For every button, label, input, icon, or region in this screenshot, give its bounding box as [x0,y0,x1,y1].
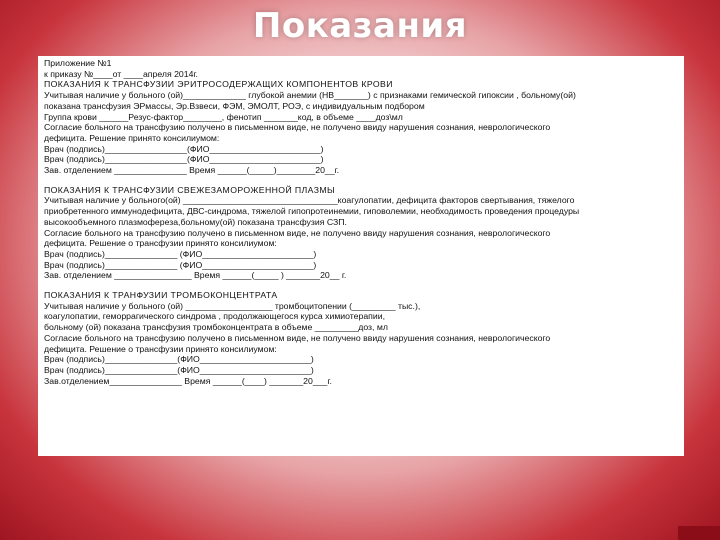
signature-line: Врач (подпись)_______________ (ФИО_______________________) [44,248,317,259]
signature-line: Врач (подпись)_______________(ФИО_______________________) [44,364,314,375]
section-line: Группа крови ______Резус-фактор________, фенотип _______код, в объеме ____доз\мл [44,111,403,122]
order-reference-line: к приказу №____от ____апреля 2014г. [44,68,198,79]
section-line: Согласие больного на трансфузию получено в письменном виде, не получено ввиду нарушения сознания, неврологического [44,227,551,238]
appendix-line: Приложение №1 [44,58,112,68]
head-of-department-line: Зав. отделением ________________ Время ______(_____ ) _______20__ г. [44,270,347,281]
section-heading-plasma: ПОКАЗАНИЯ К ТРАНСФУЗИИ СВЕЖЕЗАМОРОЖЕННОЙ ПЛАЗМЫ [44,184,336,195]
section-spacer [44,176,678,185]
signature-line: Врач (подпись)_________________(ФИО_______________________) [44,154,324,165]
section-line: больному (ой) показана трансфузия тромбоконцентрата в объеме _________доз, мл [44,322,388,333]
document-page [38,56,684,456]
section-line: высокообъемного плазмофереза,больному(ой) показана трансфузия СЗП. [44,216,347,227]
section-heading-erythrocytes: ПОКАЗАНИЯ К ТРАНСФУЗИИ ЭРИТРОСОДЕРЖАЩИХ КОМПОНЕНТОВ КРОВИ [44,79,393,90]
section-line: дефицита. Решение о трансфузии принято консилиумом: [44,343,277,354]
section-line: Учитывая наличие у больного (ой)_____________ глубокой анемии (НВ_______) с признаками гемической гипоксии , больному(ой) [44,90,576,101]
signature-line: Врач (подпись)_______________(ФИО_______________________) [44,354,314,365]
section-line: показана трансфузия ЭРмассы, Эр.Взвеси, ФЭМ, ЭМОЛТ, РОЭ, с индивидуальным подбором [44,100,425,111]
signature-line: Врач (подпись)_______________ (ФИО_______________________) [44,259,317,270]
section-line: Учитывая наличие у больного(ой) ________________________________коагулопатии, дефицита факторов свертывания, тяжелого [44,195,575,206]
section-line: Учитывая наличие у больного (ой) __________________ тромбоцитопении (_________ тыс.), [44,300,421,311]
slide-corner-decoration [678,526,720,540]
section-line: Согласие больного на трансфузию получено в письменном виде, не получено ввиду нарушения сознания, неврологического [44,332,551,343]
section-spacer [44,281,678,290]
section-line: дефицита. Решение о трансфузии принято консилиумом: [44,238,277,249]
section-line: приобретенного иммунодефицита, ДВС-синдрома, тяжелой гипопротеинемии, гиповолемии, необходимость проведения процедуры [44,206,580,217]
head-of-department-line: Зав. отделением _______________ Время ______(_____)________20__г. [44,165,340,176]
section-line: коагулопатии, геморрагического синдрома , продолжающегося курса химиотерапии, [44,311,385,322]
signature-line: Врач (подпись)_________________(ФИО_______________________) [44,143,324,154]
head-of-department-line: Зав.отделением_______________ Время ______(____) _______20___г. [44,375,332,386]
section-heading-platelets: ПОКАЗАНИЯ К ТРАНФУЗИИ ТРОМБОКОНЦЕНТРАТА [44,290,278,301]
section-line: Согласие больного на трансфузию получено в письменном виде, не получено ввиду нарушения сознания, неврологического [44,122,551,133]
slide-title: Показания [252,6,468,46]
section-line: дефицита. Решение принято консилиумом: [44,132,220,143]
